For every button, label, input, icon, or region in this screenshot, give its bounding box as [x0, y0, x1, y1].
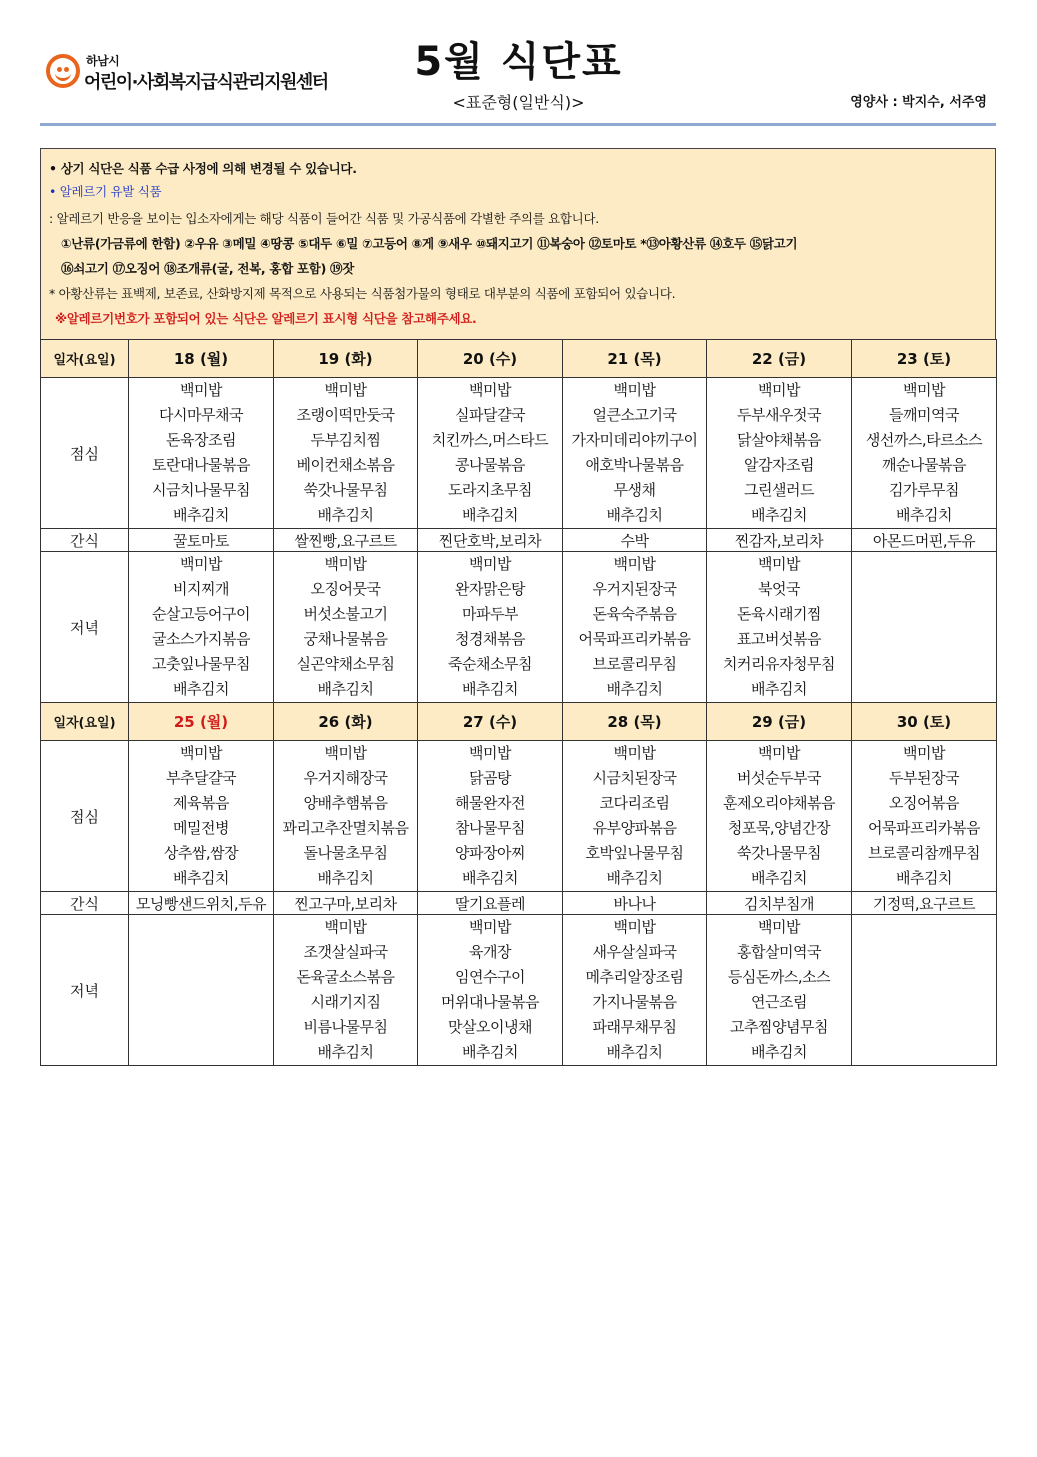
day-header: 27 (수)	[418, 703, 563, 741]
menu-item: 실파달걀국	[455, 406, 525, 424]
menu-item: 배추김치	[462, 1043, 518, 1061]
menu-item: 백미밥	[324, 555, 367, 573]
dinner-menu-cell	[274, 552, 418, 703]
menu-item: 표고버섯볶음	[737, 630, 821, 648]
menu-item: 연근조림	[751, 993, 807, 1011]
menu-item: 배추김치	[751, 680, 807, 698]
menu-item: 순살고등어구이	[152, 605, 250, 623]
menu-item: 배추김치	[606, 869, 663, 887]
notice-box	[40, 148, 996, 340]
snack-menu-cell: 모닝빵샌드위치,두유	[129, 892, 274, 915]
menu-item: 오징어볶음	[889, 794, 959, 812]
menu-item: 해물완자전	[455, 794, 525, 812]
date-header-label: 일자(요일)	[41, 703, 129, 741]
menu-item: 오징어뭇국	[310, 580, 381, 598]
lunch-menu-cell	[129, 741, 274, 892]
menu-item: 백미밥	[613, 555, 656, 573]
menu-item: 배추김치	[317, 506, 374, 524]
lunch-menu-cell	[707, 741, 852, 892]
menu-item: 배추김치	[317, 869, 374, 887]
menu-item: 배추김치	[173, 869, 229, 887]
day-header: 28 (목)	[563, 703, 707, 741]
lunch-menu-cell	[852, 741, 997, 892]
menu-item: 버섯순두부국	[737, 769, 821, 787]
snack-menu-cell: 쌀찐빵,요구르트	[274, 529, 418, 552]
menu-item: 죽순채소무침	[448, 655, 532, 673]
menu-item: 백미밥	[324, 918, 367, 936]
menu-item: 임연수구이	[455, 968, 525, 986]
dinner-menu-cell	[852, 552, 997, 703]
date-header-row	[41, 340, 997, 378]
menu-item: 가지나물볶음	[592, 993, 677, 1011]
day-header: 20 (수)	[418, 340, 563, 378]
lunch-menu-cell	[418, 378, 563, 529]
menu-item: 백미밥	[613, 381, 656, 399]
menu-item: 백미밥	[324, 744, 367, 762]
menu-item: 애호박나물볶음	[585, 456, 684, 474]
lunch-menu-cell	[563, 741, 707, 892]
snack-menu-cell: 기정떡,요구르트	[852, 892, 997, 915]
menu-item: 굴소스가지볶음	[152, 630, 250, 648]
lunch-menu-cell	[707, 378, 852, 529]
menu-item: 배추김치	[606, 680, 663, 698]
day-header: 26 (화)	[274, 703, 418, 741]
lunch-menu-cell	[274, 378, 418, 529]
menu-item: 백미밥	[758, 918, 800, 936]
day-header: 30 (토)	[852, 703, 997, 741]
menu-item: 무생채	[613, 481, 656, 499]
menu-item: 우거지해장국	[303, 769, 388, 787]
menu-item: 실곤약채소무침	[296, 655, 395, 673]
snack-label: 간식	[41, 892, 129, 915]
menu-item: 메추리알장조림	[585, 968, 684, 986]
menu-item: 백미밥	[180, 744, 222, 762]
menu-item: 어묵파프리카볶음	[578, 630, 691, 648]
menu-item: 쑥갓나물무침	[737, 844, 821, 862]
menu-item: 청포묵,양념간장	[727, 819, 831, 837]
dinner-label: 저녁	[41, 552, 129, 703]
menu-item: 콩나물볶음	[455, 456, 525, 474]
menu-item: 파래무채무침	[592, 1018, 677, 1036]
snack-menu-cell: 딸기요플레	[418, 892, 563, 915]
menu-item: 브로콜리참깨무침	[868, 844, 980, 862]
dinner-menu-cell	[852, 915, 997, 1066]
menu-item: 시금치나물무침	[152, 481, 250, 499]
menu-item: 백미밥	[469, 381, 511, 399]
lunch-label: 점심	[41, 741, 129, 892]
menu-item: 배추김치	[317, 1043, 374, 1061]
notice-allergy-title: • 알레르기 유발 식품	[49, 184, 162, 199]
lunch-row	[41, 741, 997, 892]
menu-item: 홍합살미역국	[737, 943, 821, 961]
snack-menu-cell: 바나나	[563, 892, 707, 915]
menu-item: 브로콜리무침	[592, 655, 677, 673]
dinner-menu-cell	[418, 552, 563, 703]
menu-item: 배추김치	[462, 869, 518, 887]
dinner-menu-cell	[274, 915, 418, 1066]
notice-allergy-reference: ※알레르기번호가 포함되어 있는 식단은 알레르기 표시형 식단을 참고해주세요.	[55, 311, 477, 326]
menu-item: 메밀전병	[173, 819, 229, 837]
menu-item: 백미밥	[903, 744, 945, 762]
day-header: 21 (목)	[563, 340, 707, 378]
menu-item: 돈육장조림	[166, 431, 236, 449]
menu-item: 고추찜양념무침	[730, 1018, 828, 1036]
menu-item: 양파장아찌	[455, 844, 525, 862]
menu-item: 닭곰탕	[469, 769, 511, 787]
menu-item: 상추쌈,쌈장	[163, 844, 239, 862]
menu-item: 비지찌개	[173, 580, 229, 598]
date-header-row	[41, 703, 997, 741]
menu-item: 돈육굴소스볶음	[296, 968, 395, 986]
menu-item: 치커리유자청무침	[723, 655, 835, 673]
snack-menu-cell: 김치부침개	[707, 892, 852, 915]
page-subtitle: <표준형(일반식)>	[452, 93, 585, 112]
lunch-menu-cell	[418, 741, 563, 892]
menu-item: 코다리조림	[599, 794, 670, 812]
menu-item: 어묵파프리카볶음	[868, 819, 980, 837]
menu-item: 얼큰소고기국	[592, 406, 677, 424]
lunch-menu-cell	[129, 378, 274, 529]
snack-menu-cell: 꿀토마토	[129, 529, 274, 552]
menu-item: 두부된장국	[889, 769, 959, 787]
menu-item: 생선까스,타르소스	[865, 431, 983, 449]
menu-item: 백미밥	[903, 381, 945, 399]
menu-item: 도라지초무침	[448, 481, 532, 499]
dinner-menu-cell	[129, 552, 274, 703]
day-header: 19 (화)	[274, 340, 418, 378]
menu-item: 김가루무침	[889, 481, 959, 499]
menu-item: 백미밥	[469, 555, 511, 573]
menu-item: 버섯소불고기	[303, 605, 388, 623]
menu-item: 궁채나물볶음	[303, 630, 388, 648]
menu-item: 다시마무채국	[159, 406, 243, 424]
menu-item: 배추김치	[751, 869, 807, 887]
snack-row	[41, 529, 997, 552]
menu-item: 배추김치	[606, 1043, 663, 1061]
notice-change: • 상기 식단은 식품 수급 사정에 의해 변경될 수 있습니다.	[49, 161, 357, 176]
day-header: 25 (월)	[129, 703, 274, 741]
day-header: 29 (금)	[707, 703, 852, 741]
lunch-menu-cell	[563, 378, 707, 529]
menu-item: 배추김치	[751, 506, 807, 524]
header-divider	[40, 123, 996, 126]
menu-item: 배추김치	[896, 869, 952, 887]
menu-item: 베이컨채소볶음	[296, 456, 395, 474]
menu-item: 치킨까스,머스타드	[431, 431, 549, 449]
menu-item: 배추김치	[462, 680, 518, 698]
menu-item: 청경채볶음	[455, 630, 525, 648]
dinner-menu-cell	[563, 915, 707, 1066]
menu-item: 북엇국	[758, 580, 800, 598]
menu-item: 비름나물무침	[303, 1018, 388, 1036]
lunch-row	[41, 378, 997, 529]
dinner-label: 저녁	[41, 915, 129, 1066]
dinner-menu-cell	[129, 915, 274, 1066]
menu-item: 두부새우젓국	[737, 406, 821, 424]
snack-menu-cell: 찐감자,보리차	[707, 529, 852, 552]
menu-item: 들깨미역국	[889, 406, 959, 424]
menu-item: 배추김치	[896, 506, 952, 524]
snack-menu-cell: 찐단호박,보리차	[418, 529, 563, 552]
menu-item: 백미밥	[324, 381, 367, 399]
menu-item: 꽈리고추잔멸치볶음	[282, 819, 409, 837]
logo-city: 하남시	[86, 54, 120, 68]
menu-item: 고춧잎나물무침	[152, 655, 250, 673]
menu-item: 돈육숙주볶음	[592, 605, 677, 623]
menu-item: 유부양파볶음	[592, 819, 677, 837]
menu-item: 백미밥	[758, 555, 800, 573]
menu-item: 두부김치찜	[310, 431, 381, 449]
menu-item: 제육볶음	[173, 794, 229, 812]
menu-item: 배추김치	[751, 1043, 807, 1061]
menu-item: 백미밥	[613, 744, 656, 762]
menu-item: 마파두부	[462, 605, 518, 623]
menu-item: 맛살오이냉채	[448, 1018, 532, 1036]
notice-allergen-list-1: ①난류(가금류에 한함) ②우유 ③메밀 ④땅콩 ⑤대두 ⑥밀 ⑦고등어 ⑧게 ⑨새우 ⑩돼지고기 ⑪복숭아 ⑫토마토 *⑬아황산류 ⑭호두 ⑮닭고기	[61, 236, 798, 251]
menu-item: 돌나물초무침	[303, 844, 388, 862]
menu-item: 돈육시래기찜	[737, 605, 821, 623]
menu-item: 새우살실파국	[592, 943, 677, 961]
menu-item: 백미밥	[180, 381, 222, 399]
menu-table	[40, 339, 997, 1066]
day-header: 22 (금)	[707, 340, 852, 378]
menu-item: 등심돈까스,소스	[727, 968, 831, 986]
menu-item: 우거지된장국	[592, 580, 677, 598]
lunch-menu-cell	[274, 741, 418, 892]
menu-item: 백미밥	[180, 555, 222, 573]
menu-item: 조랭이떡만둣국	[296, 406, 395, 424]
menu-item: 완자맑은탕	[455, 580, 525, 598]
menu-item: 토란대나물볶음	[152, 456, 250, 474]
menu-item: 육개장	[469, 943, 511, 961]
menu-item: 닭살야채볶음	[737, 431, 821, 449]
menu-item: 깨순나물볶음	[882, 456, 966, 474]
dinner-row	[41, 552, 997, 703]
dietitian-names: 영양사 : 박지수, 서주영	[850, 95, 987, 110]
menu-item: 백미밥	[469, 918, 511, 936]
logo-center-name: 어린이·사회복지급식관리지원센터	[84, 72, 328, 93]
dinner-menu-cell	[563, 552, 707, 703]
menu-item: 그린샐러드	[744, 481, 814, 499]
menu-item: 백미밥	[613, 918, 656, 936]
menu-item: 시래기지짐	[310, 993, 381, 1011]
date-header-label: 일자(요일)	[41, 340, 129, 378]
day-header: 23 (토)	[852, 340, 997, 378]
day-header: 18 (월)	[129, 340, 274, 378]
menu-item: 알감자조림	[744, 456, 814, 474]
menu-item: 배추김치	[317, 680, 374, 698]
menu-item: 머위대나물볶음	[441, 993, 539, 1011]
notice-sulfite: * 아황산류는 표백제, 보존료, 산화방지제 목적으로 사용되는 식품첨가물의 형태로 대부분의 식품에 포함되어 있습니다.	[49, 286, 676, 301]
lunch-label: 점심	[41, 378, 129, 529]
dinner-menu-cell	[707, 552, 852, 703]
notice-allergen-list-2: ⑯쇠고기 ⑰오징어 ⑱조개류(굴, 전복, 홍합 포함) ⑲잣	[61, 261, 355, 276]
menu-item: 백미밥	[758, 744, 800, 762]
menu-item: 배추김치	[606, 506, 663, 524]
menu-item: 백미밥	[469, 744, 511, 762]
snack-menu-cell: 아몬드머핀,두유	[852, 529, 997, 552]
lunch-menu-cell	[852, 378, 997, 529]
menu-item: 배추김치	[173, 506, 229, 524]
menu-item: 쑥갓나물무침	[303, 481, 388, 499]
menu-item: 백미밥	[758, 381, 800, 399]
menu-item: 참나물무침	[455, 819, 525, 837]
menu-item: 배추김치	[173, 680, 229, 698]
snack-menu-cell: 찐고구마,보리차	[274, 892, 418, 915]
menu-item: 배추김치	[462, 506, 518, 524]
menu-item: 부추달걀국	[166, 769, 236, 787]
snack-label: 간식	[41, 529, 129, 552]
menu-item: 가자미데리야끼구이	[571, 431, 698, 449]
dinner-row	[41, 915, 997, 1066]
menu-item: 훈제오리야채볶음	[723, 794, 835, 812]
menu-item: 양배추햄볶음	[303, 794, 388, 812]
dinner-menu-cell	[418, 915, 563, 1066]
page-title: 5월 식단표	[414, 39, 623, 85]
snack-menu-cell: 수박	[563, 529, 707, 552]
menu-item: 호박잎나물무침	[585, 844, 684, 862]
snack-row	[41, 892, 997, 915]
notice-allergy-caution: : 알레르기 반응을 보이는 입소자에게는 해당 식품이 들어간 식품 및 가공식품에 각별한 주의를 요합니다.	[49, 211, 599, 226]
dinner-menu-cell	[707, 915, 852, 1066]
menu-item: 조갯살실파국	[303, 943, 388, 961]
menu-item: 시금치된장국	[592, 769, 677, 787]
